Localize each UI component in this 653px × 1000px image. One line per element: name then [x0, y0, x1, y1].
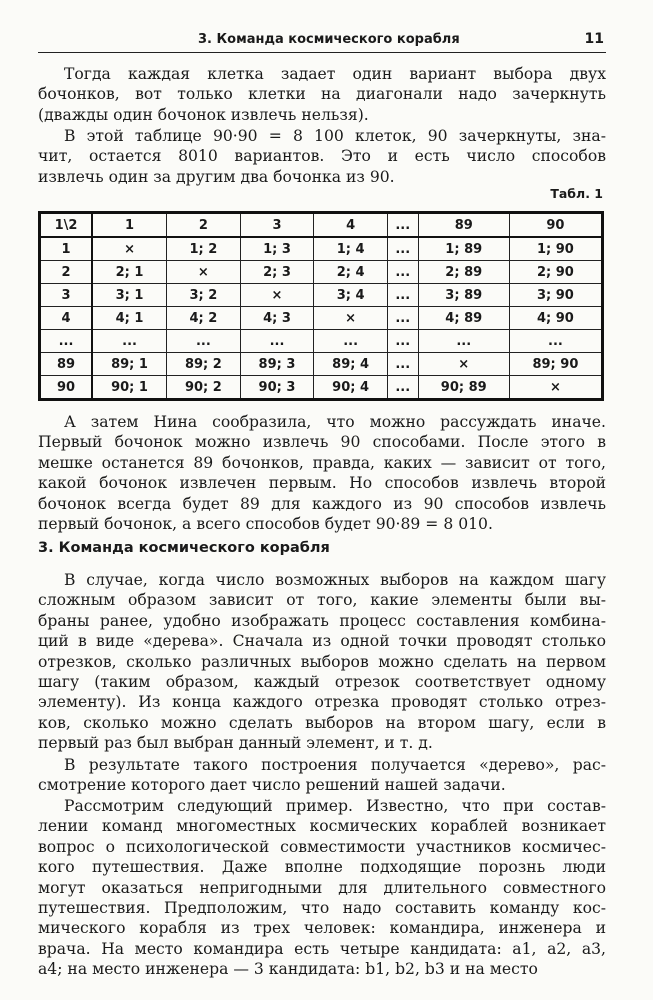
table-header-cell: 3: [240, 213, 314, 238]
text-line: первый бочонок, а всего способов будет 90·89 = 8 010.: [38, 514, 493, 533]
table-cell: 3; 90: [509, 284, 602, 307]
table-header-row: [40, 213, 603, 238]
table-cell: 3; 1: [92, 284, 167, 307]
table-row: [40, 330, 603, 353]
table-cell: 90; 4: [314, 376, 388, 400]
table-cell: 89; 3: [240, 353, 314, 376]
table-row-header: 3: [40, 284, 93, 307]
table-row-header: ...: [40, 330, 93, 353]
intro-paragraph-2: [38, 126, 606, 187]
table-cell: ×: [418, 353, 509, 376]
table-header-cell: 1: [92, 213, 167, 238]
table-cell: ×: [167, 261, 241, 284]
table-cell: 2; 90: [509, 261, 602, 284]
table-cell: 1; 4: [314, 237, 388, 261]
table-cell: 89; 2: [167, 353, 241, 376]
table-cell: 3; 4: [314, 284, 388, 307]
text-line: кого путешествия. Даже вполне подходящие порознь люди: [38, 858, 606, 877]
table-cell: 90; 3: [240, 376, 314, 400]
table-header-cell: 90: [509, 213, 602, 238]
table-row: [40, 237, 603, 261]
table-cell: 1; 2: [167, 237, 241, 261]
table-row: [40, 307, 603, 330]
table-cell: ...: [387, 330, 418, 353]
text-line: (дважды один бочонок извлечь нельзя).: [38, 105, 369, 124]
text-line: Первый бочонок можно извлечь 90 способами. После этого в: [38, 433, 606, 452]
table-cell: ...: [387, 353, 418, 376]
running-header: [38, 30, 606, 53]
table-cell: 1; 90: [509, 237, 602, 261]
table-cell: 4; 3: [240, 307, 314, 330]
table-cell: ...: [167, 330, 241, 353]
text-line: бочонок всегда будет 89 для каждого из 90 способов извлечь: [38, 494, 606, 513]
text-line: смотрение которого дает число решений нашей задачи.: [38, 776, 506, 795]
table-cell: ...: [418, 330, 509, 353]
table-cell: 4; 89: [418, 307, 509, 330]
table-cell: 89; 1: [92, 353, 167, 376]
text-line: могут оказаться непригодными для длительного совместного: [38, 878, 606, 897]
text-line: a4; на место инженера — 3 кандидата: b1, b2, b3 и на место: [38, 960, 538, 979]
text-line: извлечь один за другим два бочонка из 90.: [38, 167, 395, 186]
table-cell: ...: [387, 284, 418, 307]
text-line: мического корабля из трех человек: командира, инженера и: [38, 919, 606, 938]
table-cell: 2; 4: [314, 261, 388, 284]
table-cell: 4; 1: [92, 307, 167, 330]
table-cell: 90; 89: [418, 376, 509, 400]
text-line: ков, сколько можно сделать выборов на втором шагу, если в: [38, 713, 606, 732]
text-line: какой бочонок извлечен первым. Но способов извлечь второй: [38, 474, 606, 493]
table-cell: ×: [314, 307, 388, 330]
text-line: лении команд многоместных космических кораблей возникает: [38, 817, 606, 836]
table-cell: ...: [509, 330, 602, 353]
page-number: 11: [584, 31, 604, 47]
text-line: бочонков, вот только клетки на диагонали надо зачеркнуть: [38, 85, 606, 104]
text-line: В случае, когда число возможных выборов на каждом шагу: [64, 571, 606, 589]
text-line: Рассмотрим следующий пример. Известно, что при состав-: [64, 797, 606, 815]
table-cell: 90; 1: [92, 376, 167, 400]
text-line: шагу (таким образом, каждый отрезок соответствует одному: [38, 672, 606, 691]
text-line: А затем Нина сообразила, что можно рассуждать иначе.: [64, 413, 606, 431]
intro-paragraph-1: [38, 64, 606, 125]
text-line: В результате такого построения получается «дерево», рас-: [64, 756, 606, 774]
table-cell: 3; 2: [167, 284, 241, 307]
section-paragraph-1: [38, 570, 606, 754]
table-cell: ...: [240, 330, 314, 353]
text-line: элементу). Из конца каждого отрезка проводят столько отрез-: [38, 693, 606, 712]
table-row: [40, 284, 603, 307]
table-header-cell: 2: [167, 213, 241, 238]
text-line: чит, остается 8010 вариантов. Это и есть число способов: [38, 147, 606, 166]
table-row-header: 90: [40, 376, 93, 400]
text-line: браны ранее, удобно изображать процесс составления комбина-: [38, 611, 606, 630]
table-cell: 1; 89: [418, 237, 509, 261]
text-line: первый раз был выбран данный элемент, и т. д.: [38, 734, 433, 753]
text-line: мешке останется 89 бочонков, правда, каких — зависит от того,: [38, 453, 606, 472]
section-paragraph-2: [38, 755, 606, 796]
table-row-header: 2: [40, 261, 93, 284]
text-line: Тогда каждая клетка задает один вариант выбора двух: [64, 65, 606, 83]
section-heading: 3. Команда космического корабля: [38, 540, 330, 556]
table-cell: ...: [387, 307, 418, 330]
table-header-cell: ...: [387, 213, 418, 238]
text-line: вопрос о психологической совместимости участников космичес-: [38, 837, 606, 856]
table-caption: Табл. 1: [550, 186, 603, 201]
table-cell: 2; 3: [240, 261, 314, 284]
table-cell: 3; 89: [418, 284, 509, 307]
table-cell: ...: [387, 261, 418, 284]
table-row: [40, 353, 603, 376]
text-line: сложным образом зависит от того, какие элементы были вы-: [38, 591, 606, 610]
running-header-title: 3. Команда космического корабля: [198, 32, 460, 47]
table-row: [40, 376, 603, 400]
table-row-header: 4: [40, 307, 93, 330]
table-row: [40, 261, 603, 284]
table-header-cell: 1\2: [40, 213, 93, 238]
table-cell: ...: [387, 237, 418, 261]
table-cell: 89; 90: [509, 353, 602, 376]
table-row-header: 1: [40, 237, 93, 261]
text-line: врача. На место командира есть четыре кандидата: a1, a2, a3,: [38, 939, 606, 958]
text-line: В этой таблице 90·90 = 8 100 клеток, 90 зачеркнуты, зна-: [64, 127, 606, 145]
table-header-cell: 89: [418, 213, 509, 238]
text-line: путешествия. Предположим, что надо составить команду кос-: [38, 898, 606, 917]
section-paragraph-3: [38, 796, 606, 980]
table-cell: ...: [92, 330, 167, 353]
table-cell: 4; 2: [167, 307, 241, 330]
table-header-cell: 4: [314, 213, 388, 238]
table-cell: 90; 2: [167, 376, 241, 400]
table-cell: ...: [314, 330, 388, 353]
pairs-table: [38, 211, 604, 401]
table-cell: 2; 1: [92, 261, 167, 284]
text-line: ций в виде «дерева». Сначала из одной точки проводят столько: [38, 632, 606, 651]
table-cell: ...: [387, 376, 418, 400]
table-row-header: 89: [40, 353, 93, 376]
table-cell: 4; 90: [509, 307, 602, 330]
table-cell: ×: [92, 237, 167, 261]
table-cell: ×: [240, 284, 314, 307]
table-cell: 89; 4: [314, 353, 388, 376]
table-cell: ×: [509, 376, 602, 400]
table-cell: 1; 3: [240, 237, 314, 261]
text-line: отрезков, сколько различных выборов можно сделать на первом: [38, 652, 606, 671]
after-table-paragraph: [38, 412, 606, 534]
table-cell: 2; 89: [418, 261, 509, 284]
